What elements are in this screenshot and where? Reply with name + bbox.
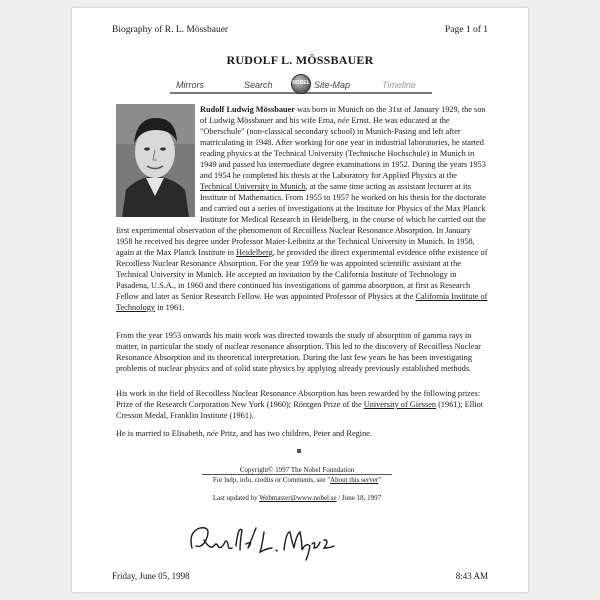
bio-text: in 1961.: [155, 303, 185, 312]
link-giessen[interactable]: University of Giessen: [363, 400, 437, 409]
updated-suffix: / June 18, 1997: [336, 494, 382, 502]
link-technical-university[interactable]: Technical University in Munich: [200, 182, 306, 191]
bio-text: née: [337, 116, 350, 125]
print-footer-time: 8:43 AM: [455, 571, 488, 581]
link-heidelberg[interactable]: Heidelberg: [236, 248, 273, 257]
nobel-logo-icon[interactable]: [291, 74, 311, 94]
help-suffix: ": [378, 476, 382, 484]
updated-prefix: Last updated by: [212, 494, 260, 502]
bio-text: , at the same time acting as assistant lecturer at its Institute of Mathematics. From 1955 to 1957 he worked on his thesis for the doctorate and carried out a series of investigations at the Institute for Physics of the Max Planck Institute for Medical Research in Heidelberg, in the course of which he carried out the first experimental observation of the phenomenon of Recoilless Nuclear Resonance Absorption. In January 1958 he received his degree under Professor Maier-Leibnitz at the Technical University in Munich. In 1958, again at the Max Planck Institute in: [116, 182, 486, 257]
bio-text: His work in the field of Recoilless Nuclear Resonance Absorption has been rewarded by the following prizes: Prize of the Research Corporation New York (1960); Röntgen Prize of the: [116, 389, 481, 409]
nav-mirrors-link[interactable]: Mirrors: [176, 80, 204, 90]
nav-search-link[interactable]: Search: [244, 80, 273, 90]
bio-text: née: [206, 429, 219, 438]
bio-text: From the year 1953 onwards his main work was directed towards the study of absorption of gamma rays in matter, in particular the study of nuclear resonance absorption. This led to the discovery of Recoilless Nuclear Resonance Absorption and its theoretical interpretation. During the last few years he has been investigating problems of nuclear physics and of solid state physics by applying already previously established methods.: [116, 331, 481, 373]
about-server-link[interactable]: About this server: [330, 476, 379, 484]
help-prefix: For help, info, credits or Comments, see ": [212, 476, 331, 484]
print-header-page: Page 1 of 1: [444, 25, 488, 35]
copyright-text: Copyright© 1997 The Nobel Foundation: [239, 466, 355, 474]
bio-text: was born in Munich on the 31st of January 1929, the son of Ludwig Mössbauer and his wife Erna,: [200, 105, 486, 125]
nav-timeline-link[interactable]: Timeline: [382, 80, 416, 90]
separator-dot: [297, 449, 301, 453]
help-text: [202, 476, 392, 485]
logo-label: NOBEL: [292, 80, 310, 86]
page-title: RUDOLF L. MÖSSBAUER: [226, 53, 374, 67]
bio-text: Ernst. He was educated at the "Oberschule" (non-classical secondary school) in Munich-Pasing and left after matriculating in 1948. After working for one year in industrial laboratories, he started reading physics at the Technical University (Technische Hochschule) in Munich in 1949 and passed his intermediate degree examinations in 1952. During the years 1953 and 1954 he completed his thesis at the Laboratory for Applied Physics at the: [200, 116, 486, 180]
document-page: [72, 8, 528, 592]
bio-text: Pritz, and has two children, Peter and Regine.: [218, 429, 372, 438]
copyright-rule: [202, 474, 392, 475]
nav-sitemap-link[interactable]: Site-Map: [314, 80, 351, 90]
bio-text: , he provided the direct experimental evidence ofthe existence of Recoilless Nuclear Resonance Absorption. For the year 1959 he was appointed scientific assistant at the Technical University in Munich. He accepted an invitation by the California Institute of Technology in Pasadena, U.S.A., in 1960 and there continued his investigations of gamma absorption, at first as Research Fellow and later as Senior Research Fellow. He was appointed Professor of Physics at the: [116, 248, 488, 301]
nav-bar: [170, 74, 432, 96]
bio-paragraph-2: [116, 330, 488, 374]
print-footer-date: Friday, June 05, 1998: [112, 571, 190, 581]
bio-text: He is married to Elisabeth,: [116, 429, 207, 438]
bio-paragraph-3: [116, 388, 488, 421]
bio-paragraph-1: [116, 104, 488, 313]
bio-name: Rudolf Ludwig Mössbauer: [200, 105, 295, 114]
bio-paragraph-4: [116, 428, 488, 439]
link-caltech[interactable]: California Institute of Technology: [116, 292, 488, 312]
last-updated-text: [202, 494, 392, 503]
bio-text: (1961); Elliot Cresson Medal, Franklin Institute (1961).: [116, 400, 484, 420]
webmaster-link[interactable]: Webmaster@www.nobel.se: [259, 494, 337, 502]
print-header-title: Biography of R. L. Mössbauer: [112, 25, 229, 35]
handwritten-signature: [184, 518, 344, 562]
